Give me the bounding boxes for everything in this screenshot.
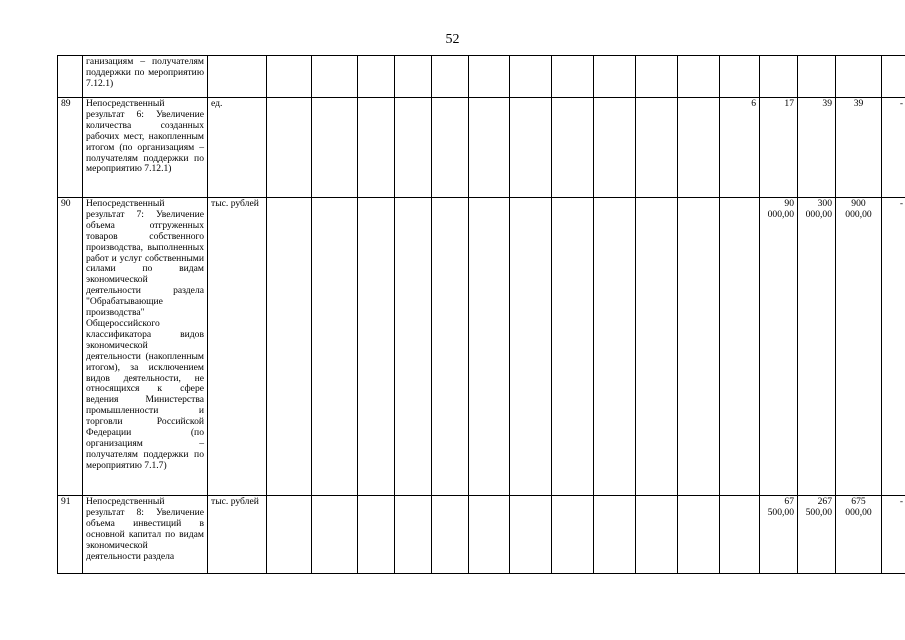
unit-cell: тыс. рублей: [208, 496, 267, 574]
empty-value-cell: [432, 198, 469, 496]
empty-value-cell: [267, 56, 312, 98]
empty-value-cell: [678, 198, 720, 496]
value-2024-cell: [882, 56, 905, 98]
empty-value-cell: [678, 496, 720, 574]
value-2023-cell: [836, 56, 882, 98]
empty-value-cell: [312, 496, 358, 574]
indicator-name-cell: Непосредственный результат 8: Увеличение объема инвестиций в основной капитал по видам экономической деятельности раздела: [83, 496, 208, 574]
empty-value-cell: [678, 98, 720, 198]
empty-value-cell: [267, 496, 312, 574]
empty-value-cell: [312, 98, 358, 198]
empty-value-cell: [358, 98, 395, 198]
empty-value-cell: [312, 56, 358, 98]
value-2021-cell: 90 000,00: [760, 198, 798, 496]
value-2021-cell: 67 500,00: [760, 496, 798, 574]
value-2023-cell: 39: [836, 98, 882, 198]
empty-value-cell: [312, 198, 358, 496]
value-2022-cell: 267 500,00: [798, 496, 836, 574]
value-2022-cell: [798, 56, 836, 98]
row-number-cell: 90: [58, 198, 83, 496]
value-2021-cell: [760, 56, 798, 98]
empty-value-cell: [594, 56, 636, 98]
unit-cell: тыс. рублей: [208, 198, 267, 496]
empty-value-cell: [552, 56, 594, 98]
unit-cell: [208, 56, 267, 98]
row-number-cell: 91: [58, 496, 83, 574]
value-2022-cell: 300 000,00: [798, 198, 836, 496]
indicator-name-cell: Непосредственный результат 6: Увеличение количества созданных рабочих мест, накопленным итогом (по организациям – получателям поддержки по мероприятию 7.12.1): [83, 98, 208, 198]
empty-value-cell: [594, 496, 636, 574]
empty-value-cell: [358, 496, 395, 574]
empty-value-cell: [469, 496, 510, 574]
table-row: [58, 198, 905, 496]
empty-value-cell: [358, 198, 395, 496]
table-row: [58, 56, 905, 98]
value-2024-cell: -: [882, 198, 905, 496]
empty-value-cell: [594, 198, 636, 496]
empty-value-cell: [636, 198, 678, 496]
empty-value-cell: [432, 56, 469, 98]
empty-value-cell: [469, 56, 510, 98]
empty-value-cell: [636, 496, 678, 574]
empty-value-cell: [510, 98, 552, 198]
empty-value-cell: [678, 56, 720, 98]
table-row: [58, 98, 905, 198]
empty-value-cell: [469, 98, 510, 198]
value-2023-cell: 675 000,00: [836, 496, 882, 574]
value-2020-cell: [720, 56, 760, 98]
row-number-cell: [58, 56, 83, 98]
value-2020-cell: [720, 198, 760, 496]
page-number: 52: [445, 32, 460, 47]
indicator-name-cell: Непосредственный результат 7: Увеличение объема отгруженных товаров собственного производства, выполненных работ и услуг собственными силами по видам экономической деятельности раздела "Обрабатывающие производства" Общероссийского классификатора видов экономической деятельности (накопленным итогом), за исключением видов деятельности, не относящихся к сфере ведения Министерства промышленности и торговли Российской Федерации (по организациям – получателям поддержки по мероприятию 7.1.7): [83, 198, 208, 496]
row-number-cell: 89: [58, 98, 83, 198]
indicators-table: [57, 55, 905, 574]
value-2023-cell: 900 000,00: [836, 198, 882, 496]
empty-value-cell: [636, 98, 678, 198]
empty-value-cell: [552, 496, 594, 574]
empty-value-cell: [395, 496, 432, 574]
empty-value-cell: [636, 56, 678, 98]
empty-value-cell: [469, 198, 510, 496]
empty-value-cell: [432, 496, 469, 574]
value-2022-cell: 39: [798, 98, 836, 198]
indicator-name-cell: ганизациям – получателям поддержки по мероприятию 7.12.1): [83, 56, 208, 98]
table-row: [58, 496, 905, 574]
value-2020-cell: 6: [720, 98, 760, 198]
empty-value-cell: [358, 56, 395, 98]
value-2020-cell: [720, 496, 760, 574]
unit-cell: ед.: [208, 98, 267, 198]
empty-value-cell: [510, 56, 552, 98]
empty-value-cell: [552, 98, 594, 198]
empty-value-cell: [395, 98, 432, 198]
value-2024-cell: -: [882, 98, 905, 198]
empty-value-cell: [267, 198, 312, 496]
empty-value-cell: [395, 56, 432, 98]
empty-value-cell: [552, 198, 594, 496]
empty-value-cell: [594, 98, 636, 198]
empty-value-cell: [395, 198, 432, 496]
empty-value-cell: [510, 496, 552, 574]
value-2021-cell: 17: [760, 98, 798, 198]
empty-value-cell: [267, 98, 312, 198]
value-2024-cell: -: [882, 496, 905, 574]
empty-value-cell: [432, 98, 469, 198]
empty-value-cell: [510, 198, 552, 496]
